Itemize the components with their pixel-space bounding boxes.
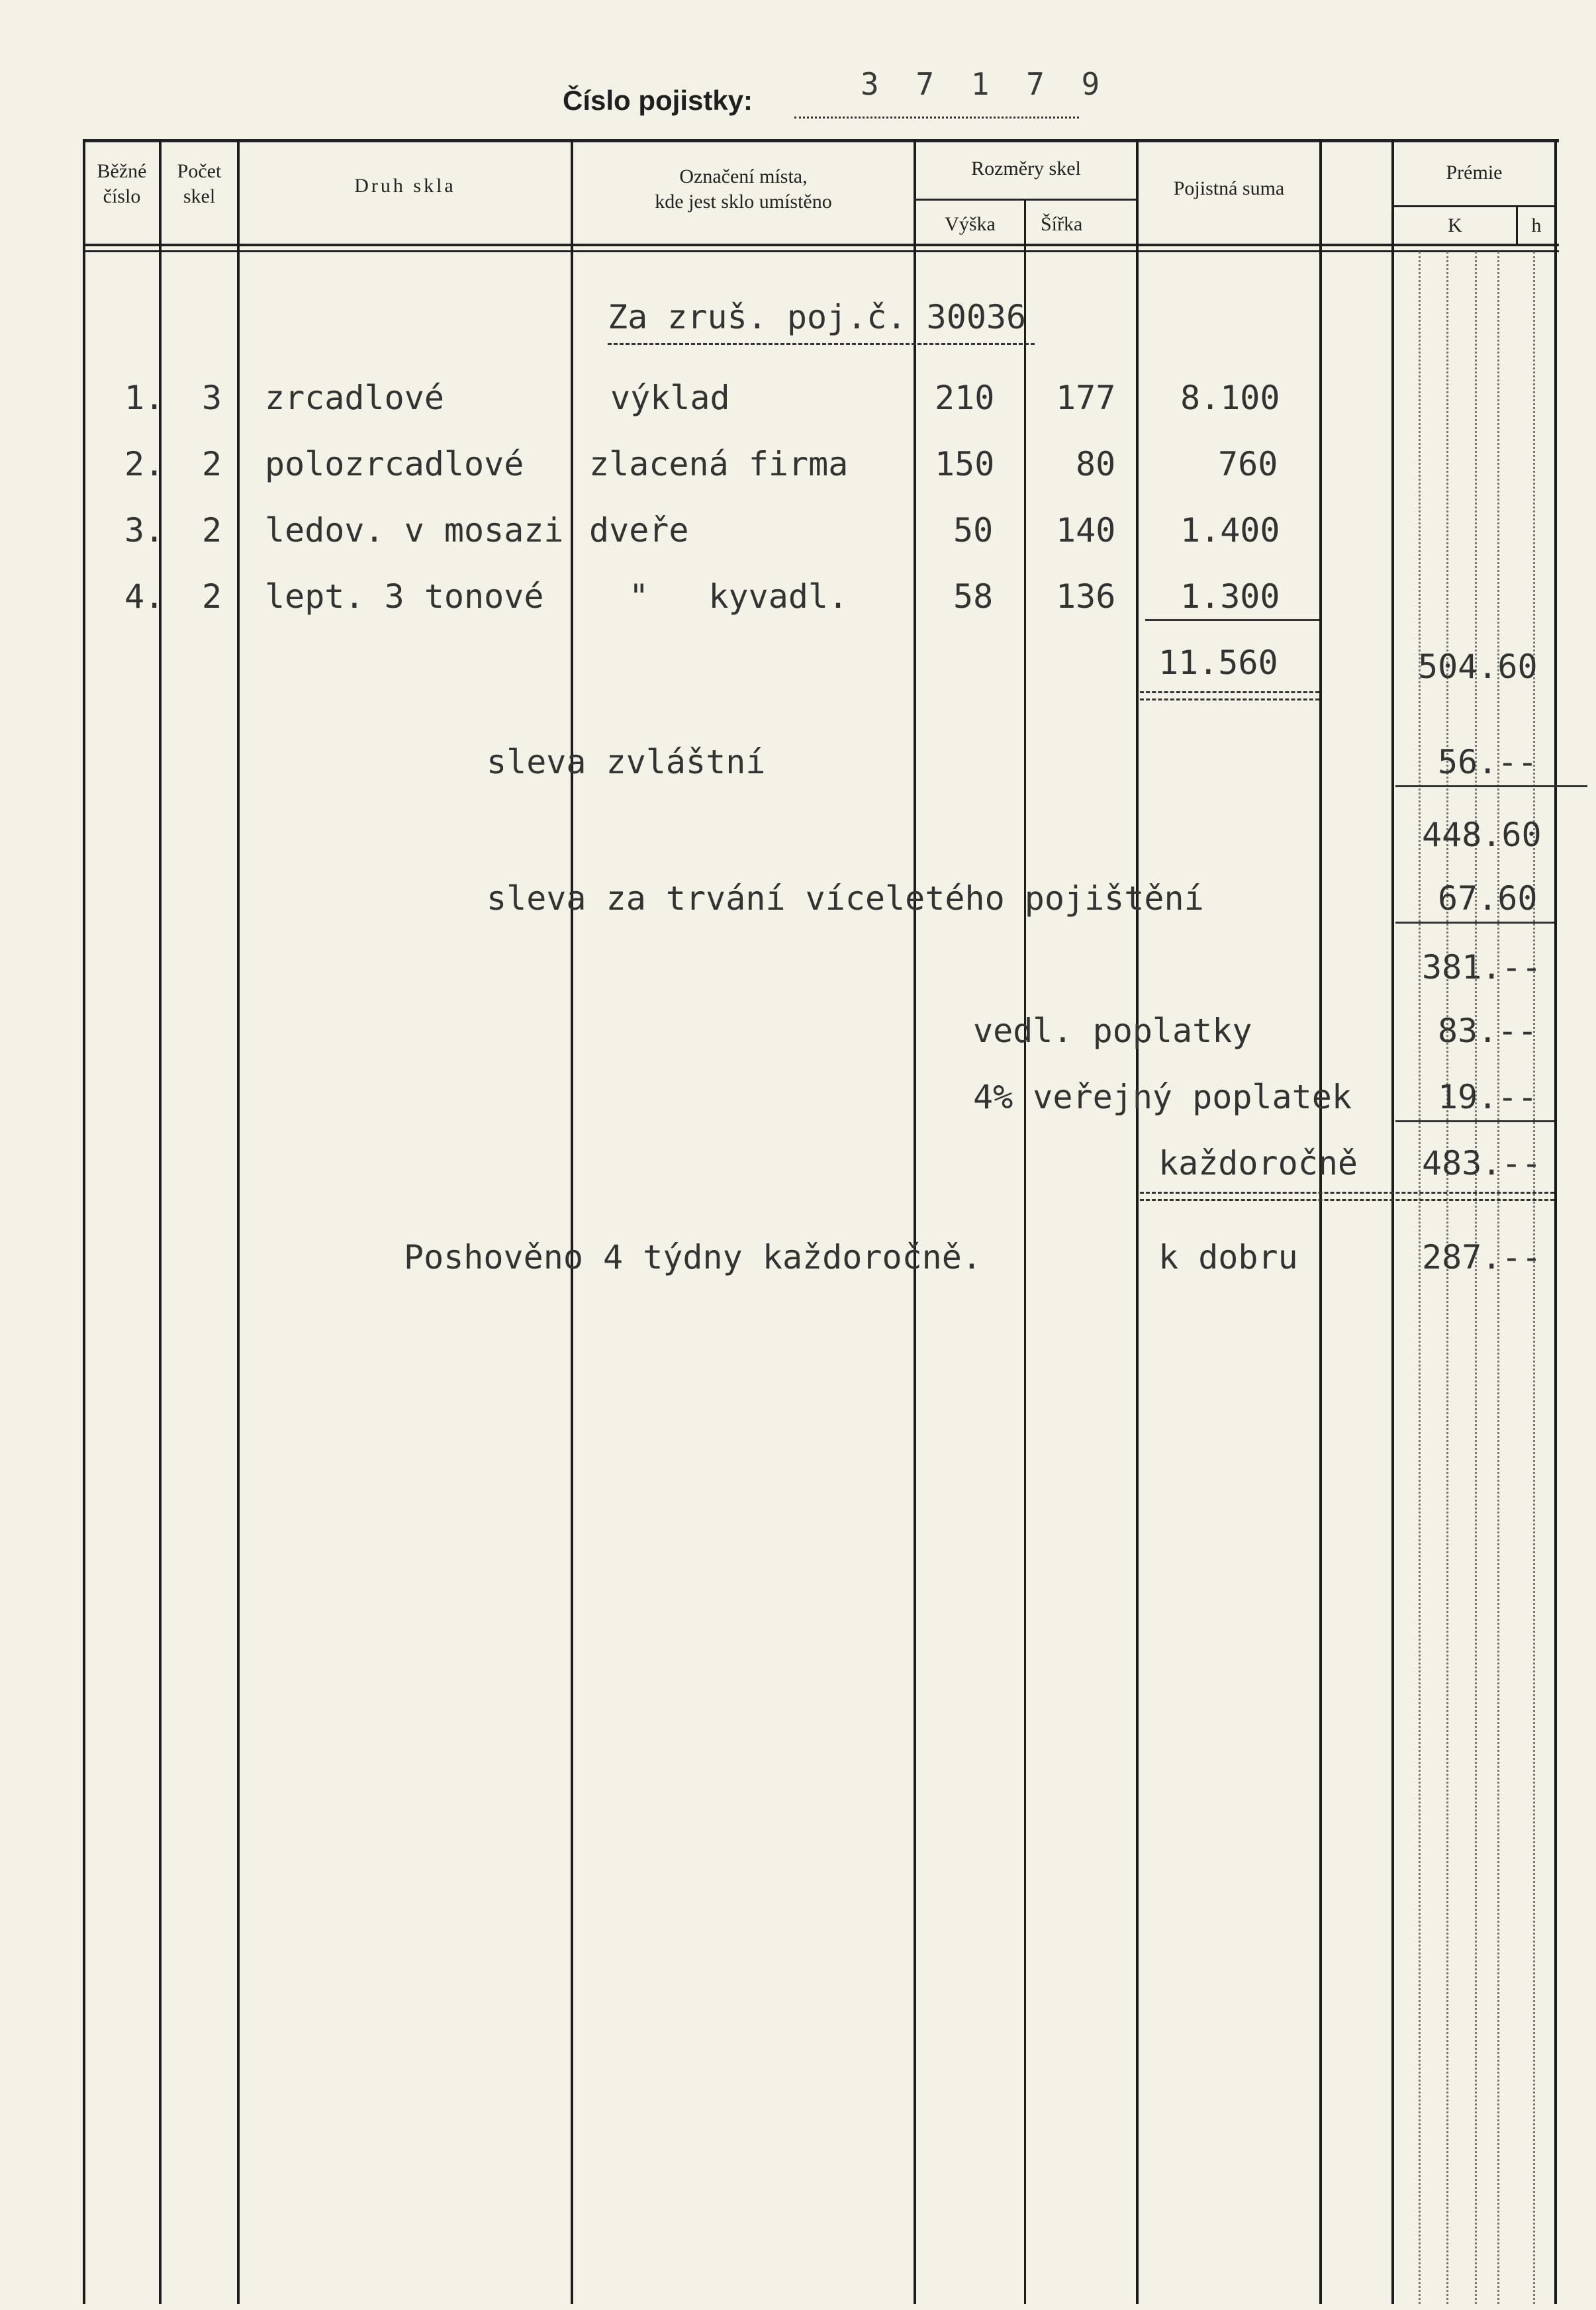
col-header-width: Šířka: [1041, 213, 1083, 235]
annual-label: každoročně: [1158, 1144, 1358, 1182]
col-header-premium: Prémie: [1446, 162, 1503, 183]
public-fee-rule: [1395, 1120, 1554, 1122]
deferral-label: Poshověno 4 týdny každoročně.: [404, 1238, 982, 1276]
total-sum: 11.560: [1158, 644, 1278, 682]
row-2-kind: polozrcadlové: [265, 445, 524, 483]
row-1-width: 177: [1056, 379, 1116, 417]
premium-guide-4: [1497, 252, 1499, 2304]
row-4-height: 58: [953, 577, 994, 616]
col-header-no: Běžné číslo: [97, 160, 147, 207]
col-header-h: h: [1531, 215, 1542, 236]
row-1-kind: zrcadlové: [265, 379, 444, 417]
row-3-no: 3.: [124, 511, 165, 550]
row-4-no: 4.: [124, 577, 165, 616]
row-3-sum: 1.400: [1180, 511, 1280, 550]
col-rule-right: [1554, 139, 1557, 2304]
fees-label: vedl. poplatky: [973, 1012, 1252, 1050]
premium-subheader-rule: [1391, 205, 1554, 207]
policy-number-field: [794, 66, 1109, 119]
col-header-kind: Druh skla: [354, 175, 456, 197]
row-2-place: zlacená firma: [589, 445, 849, 483]
annual-value: 483.--: [1422, 1144, 1542, 1182]
total-sum-double-rule: [1140, 691, 1319, 700]
premium-guide-1: [1419, 252, 1421, 2304]
col-header-sizes: Rozměry skel: [971, 158, 1081, 179]
discount-multi-rule: [1395, 922, 1554, 924]
premium-guide-3: [1475, 252, 1477, 2304]
col-rule-sum: [1319, 139, 1322, 2304]
col-header-count: Počet skel: [177, 160, 222, 207]
discount-special-label: sleva zvláštní: [487, 743, 766, 781]
row-1-count: 3: [202, 379, 222, 417]
row-1-height: 210: [935, 379, 995, 417]
col-rule-width: [1136, 139, 1139, 2304]
col-rule-count: [237, 139, 240, 2304]
policy-number-value: 3 7 1 7 9: [861, 66, 1109, 102]
row-2-sum: 760: [1218, 445, 1278, 483]
row-3-place: dveře: [589, 511, 689, 550]
row-1-no: 1.: [124, 379, 165, 417]
row-3-height: 50: [953, 511, 994, 550]
table-header-rule-2: [83, 250, 1559, 252]
ref-note: Za zruš. poj.č. 30036: [608, 298, 1027, 336]
col-rule-height: [1024, 199, 1026, 2304]
col-rule-left: [83, 139, 85, 2304]
discount-special-rule: [1395, 785, 1587, 787]
col-header-height: Výška: [945, 213, 996, 235]
col-rule-kind: [571, 139, 573, 2304]
row-4-width: 136: [1056, 577, 1116, 616]
public-fee-label: 4% veřejný poplatek: [973, 1078, 1352, 1116]
table-top-rule: [83, 139, 1559, 142]
col-header-place: Označení místa, kde jest sklo umístěno: [655, 166, 832, 213]
col-rule-place: [914, 139, 916, 2304]
row-3-count: 2: [202, 511, 222, 550]
row-3-width: 140: [1056, 511, 1116, 550]
premium-guide-2: [1446, 252, 1448, 2304]
row-1-sum: 8.100: [1180, 379, 1280, 417]
premium-total: 504.60: [1418, 648, 1538, 686]
row-2-count: 2: [202, 445, 222, 483]
credit-label: k dobru: [1158, 1238, 1298, 1276]
row-1-place: výklad: [610, 379, 730, 417]
subtotal-1: 448.60: [1422, 816, 1542, 854]
row-2-height: 150: [935, 445, 995, 483]
public-fee-value: 19.--: [1438, 1078, 1538, 1116]
col-header-sum: Pojistná suma: [1173, 177, 1285, 199]
subtotal-2: 381.--: [1422, 948, 1542, 987]
row-2-width: 80: [1076, 445, 1116, 483]
col-header-k: K: [1448, 215, 1462, 236]
row-4-count: 2: [202, 577, 222, 616]
sum-underline: [1145, 619, 1319, 621]
col-rule-blank: [1391, 139, 1394, 2304]
row-4-sum: 1.300: [1180, 577, 1280, 616]
row-2-no: 2.: [124, 445, 165, 483]
row-3-kind: ledov. v mosazi: [265, 511, 564, 550]
table-header-rule: [83, 244, 1559, 246]
discount-multi-label: sleva za trvání víceletého pojištění: [487, 879, 1204, 918]
credit-value: 287.--: [1422, 1238, 1542, 1276]
ref-note-underline: [608, 343, 1035, 345]
fees-value: 83.--: [1438, 1012, 1538, 1050]
row-4-place: " kyvadl.: [629, 577, 849, 616]
row-4-kind: lept. 3 tonové: [265, 577, 544, 616]
discount-multi-value: 67.60: [1438, 879, 1538, 918]
annual-double-rule: [1140, 1192, 1554, 1201]
size-subheader-rule: [914, 199, 1136, 201]
premium-guide-5: [1533, 252, 1535, 2304]
discount-special-value: 56.--: [1438, 743, 1538, 781]
policy-number-label: Číslo pojistky:: [563, 85, 753, 116]
premium-k-h-rule: [1516, 205, 1518, 245]
